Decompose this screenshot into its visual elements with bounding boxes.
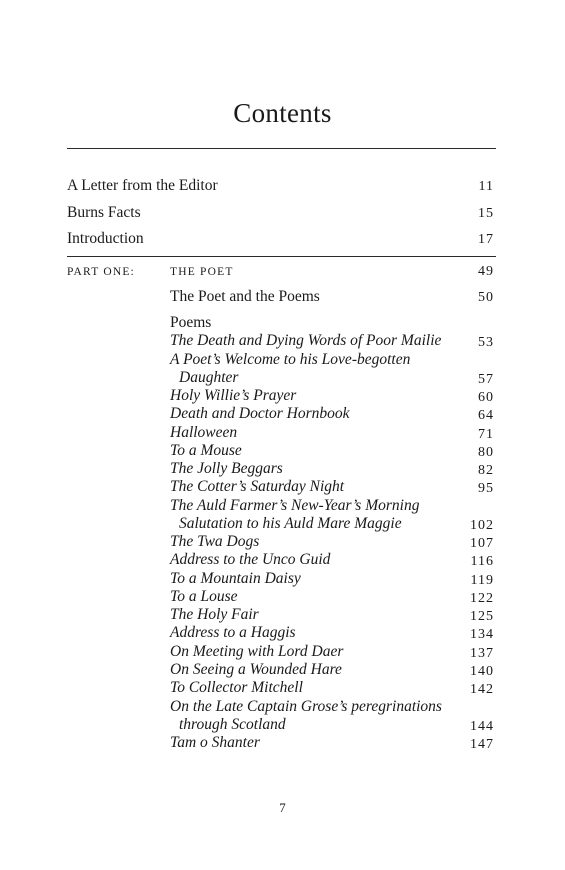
- poem-title[interactable]: The Holy Fair: [170, 606, 259, 623]
- poem-title[interactable]: The Death and Dying Words of Poor Mailie: [170, 332, 442, 349]
- poem-page: 80: [478, 445, 494, 460]
- part-one-label: PART ONE:: [67, 266, 135, 278]
- poem-page: 147: [470, 737, 494, 752]
- toc-entry-burns-facts[interactable]: Burns Facts: [67, 204, 141, 221]
- poems-heading: Poems: [170, 314, 212, 331]
- poem-title[interactable]: The Cotter’s Saturday Night: [170, 478, 345, 495]
- poem-title[interactable]: Tam o Shanter: [170, 734, 260, 751]
- poem-page: 116: [470, 554, 494, 569]
- toc-page-burns-facts: 15: [478, 206, 494, 221]
- poem-page: 53: [478, 335, 494, 350]
- toc-entry-letter-from-editor[interactable]: A Letter from the Editor: [67, 177, 218, 194]
- poem-page: 142: [470, 682, 494, 697]
- poem-title[interactable]: The Twa Dogs: [170, 533, 260, 550]
- poem-title[interactable]: On Seeing a Wounded Hare: [170, 661, 342, 678]
- poem-page: 137: [470, 646, 494, 661]
- poem-title[interactable]: Address to a Haggis: [170, 624, 296, 641]
- poem-title[interactable]: Halloween: [170, 424, 238, 441]
- part-divider: [67, 256, 496, 257]
- poem-title[interactable]: On the Late Captain Grose’s peregrinations: [170, 698, 442, 715]
- poem-page: 144: [470, 719, 494, 734]
- poem-page: 102: [470, 518, 494, 533]
- poem-title[interactable]: To Collector Mitchell: [170, 679, 303, 696]
- poem-page: 64: [478, 408, 494, 423]
- toc-page-poet-and-poems: 50: [478, 290, 494, 305]
- poem-title[interactable]: To a Mountain Daisy: [170, 570, 301, 587]
- page-folio: 7: [279, 800, 286, 815]
- toc-entry-poet-and-poems[interactable]: The Poet and the Poems: [170, 288, 320, 305]
- toc-page-introduction: 17: [478, 232, 494, 247]
- poem-page: 60: [478, 390, 494, 405]
- poem-title[interactable]: The Auld Farmer’s New-Year’s Morning: [170, 497, 420, 514]
- poem-page: 125: [470, 609, 494, 624]
- poem-title[interactable]: Address to the Unco Guid: [170, 551, 331, 568]
- top-divider: [67, 148, 496, 149]
- poem-page: 95: [478, 481, 494, 496]
- poem-page: 57: [478, 372, 494, 387]
- poem-title-continuation[interactable]: Daughter: [179, 369, 239, 386]
- poem-title[interactable]: To a Mouse: [170, 442, 242, 459]
- poem-title-continuation[interactable]: Salutation to his Auld Mare Maggie: [179, 515, 402, 532]
- toc-entry-introduction[interactable]: Introduction: [67, 230, 144, 247]
- poem-page: 107: [470, 536, 494, 551]
- toc-page-letter-from-editor: 11: [478, 179, 494, 194]
- page-title: Contents: [233, 98, 332, 128]
- poem-title-continuation[interactable]: through Scotland: [179, 716, 286, 733]
- poem-title[interactable]: Death and Doctor Hornbook: [170, 405, 350, 422]
- poem-page: 134: [470, 627, 494, 642]
- poem-page: 71: [478, 427, 494, 442]
- poem-page: 140: [470, 664, 494, 679]
- poem-title[interactable]: On Meeting with Lord Daer: [170, 643, 344, 660]
- poem-page: 122: [470, 591, 494, 606]
- poem-page: 119: [470, 573, 494, 588]
- poem-title[interactable]: Holy Willie’s Prayer: [170, 387, 297, 404]
- part-one-title[interactable]: THE POET: [170, 266, 234, 278]
- poem-title[interactable]: A Poet’s Welcome to his Love-begotten: [170, 351, 411, 368]
- poem-page: 82: [478, 463, 494, 478]
- part-one-page: 49: [478, 264, 494, 279]
- poem-title[interactable]: The Jolly Beggars: [170, 460, 283, 477]
- poem-title[interactable]: To a Louse: [170, 588, 238, 605]
